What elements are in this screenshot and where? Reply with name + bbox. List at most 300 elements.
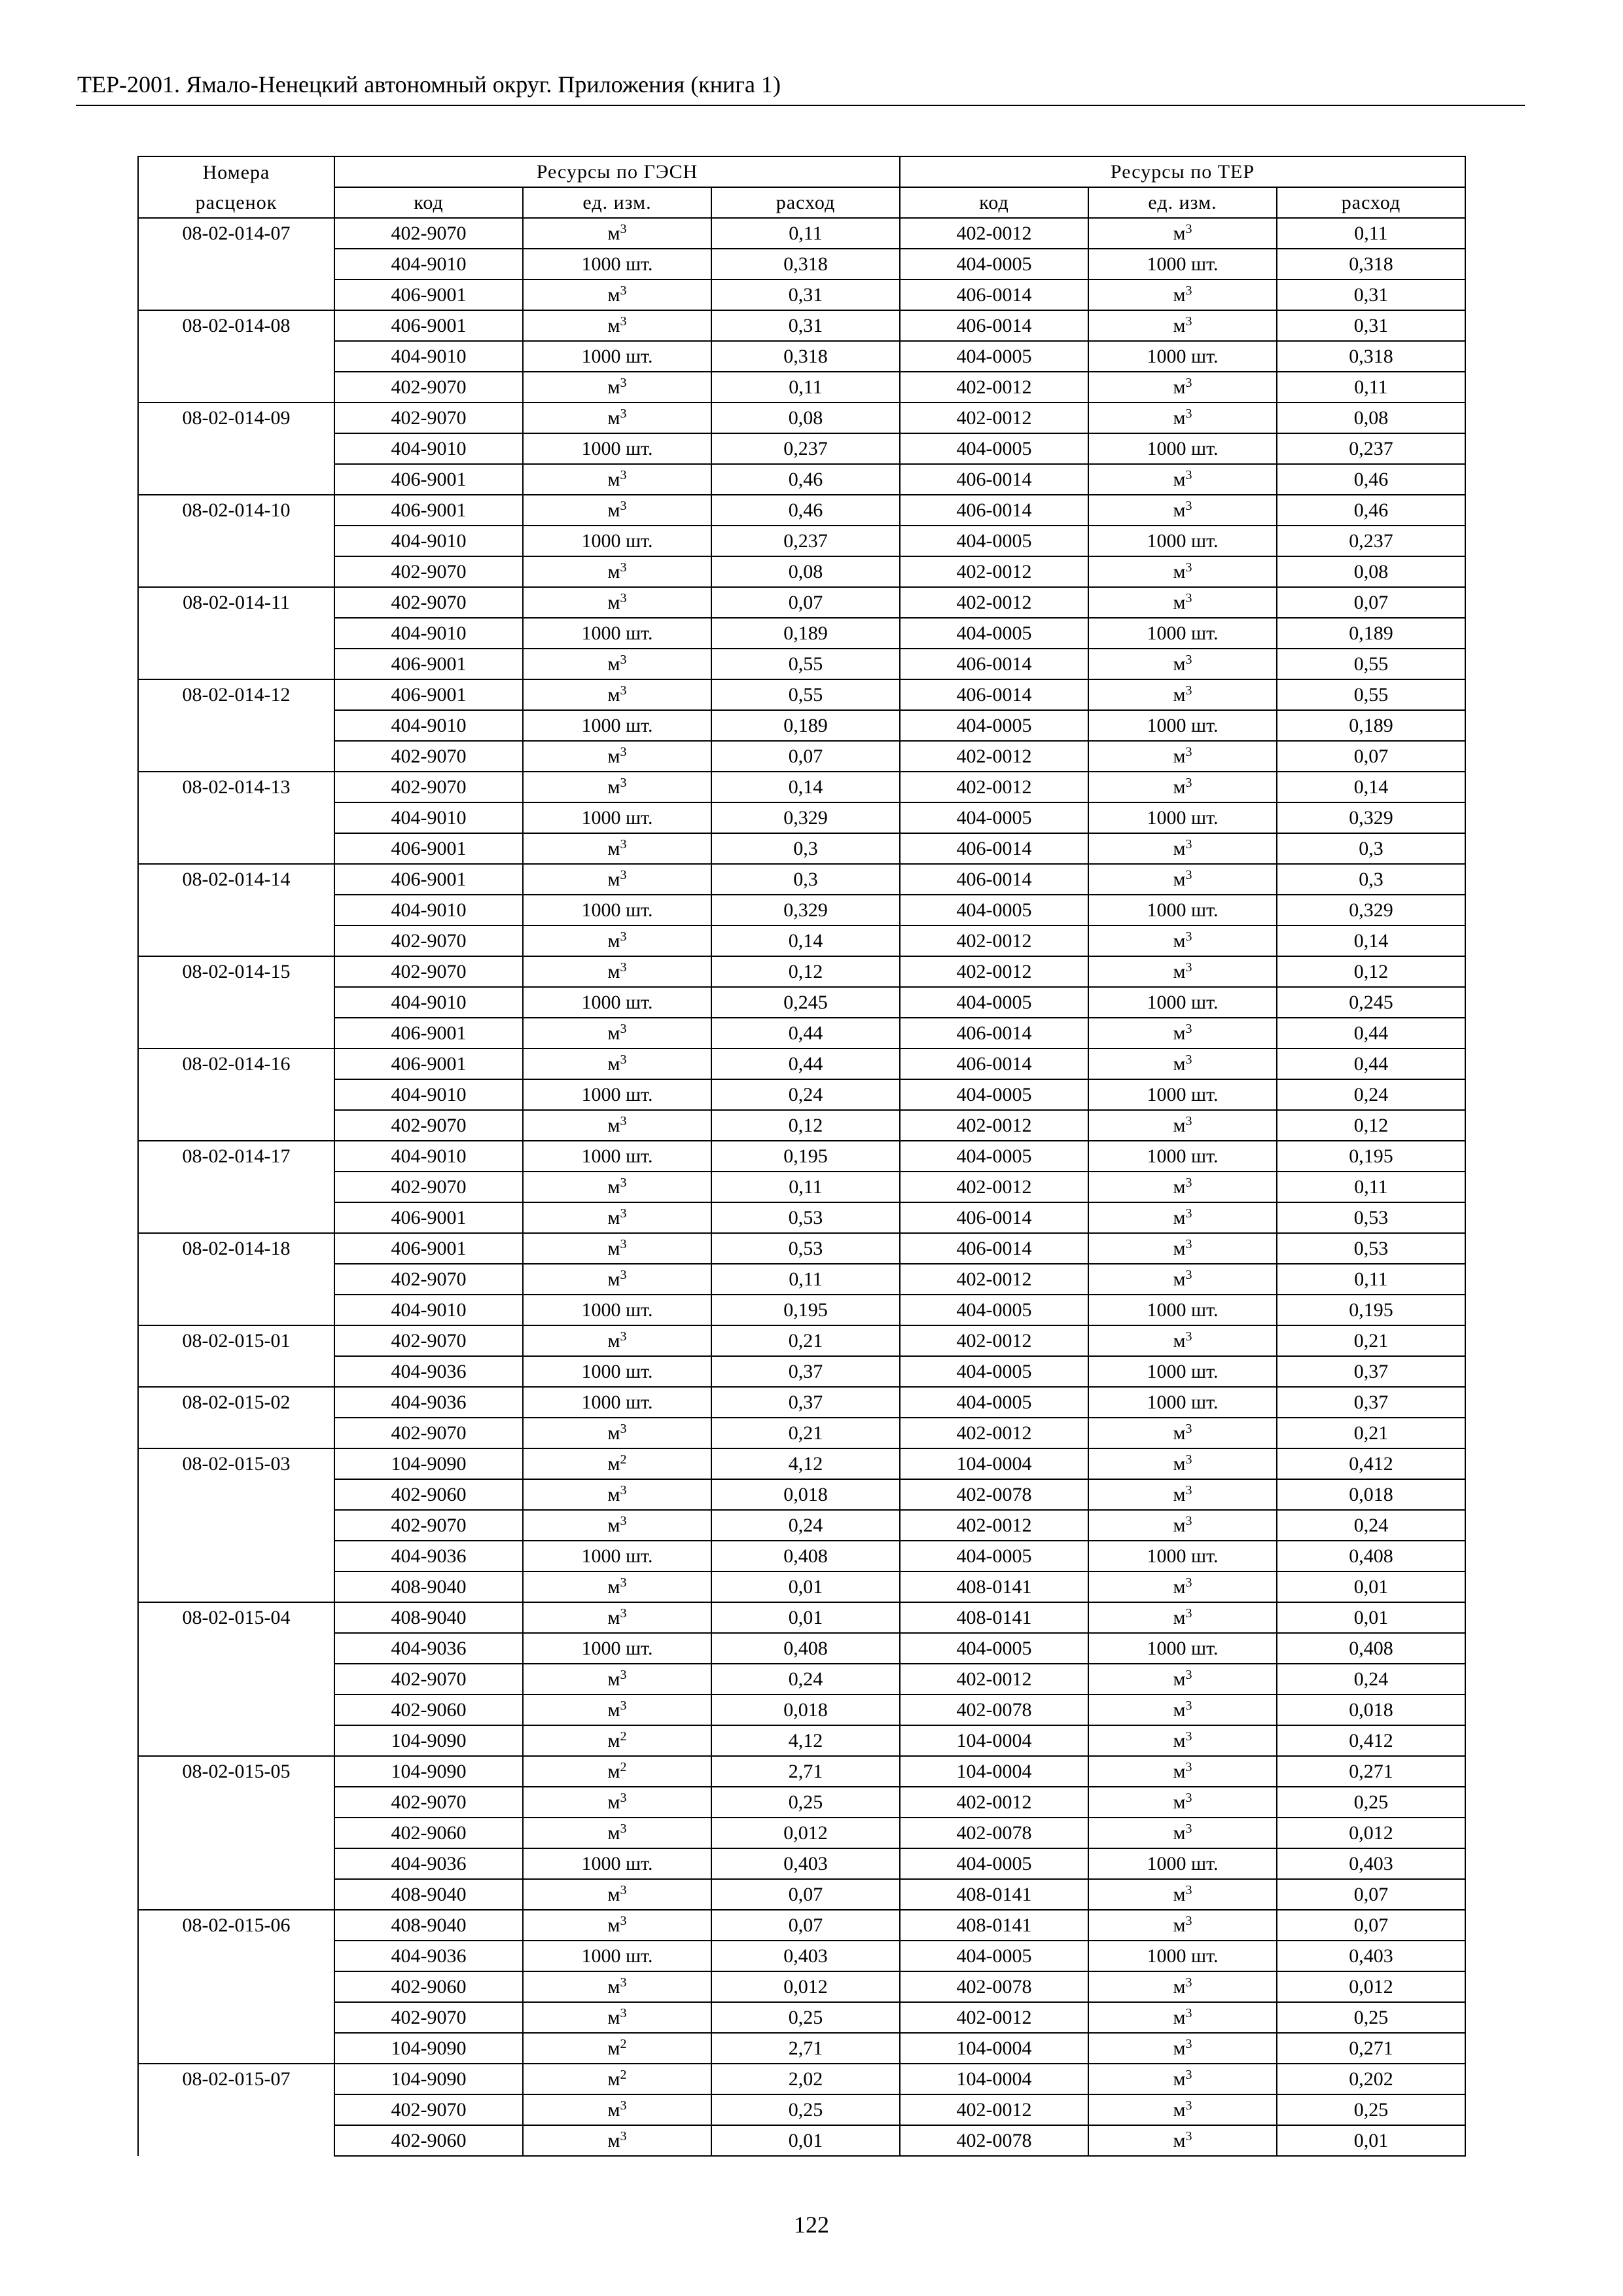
ter-consumption-cell: 0,01 (1277, 1571, 1465, 1602)
header-gesn-code: код (334, 187, 523, 218)
ter-consumption-cell: 0,11 (1277, 218, 1465, 249)
ter-consumption-cell: 0,318 (1277, 249, 1465, 279)
rate-number-cell (138, 2094, 334, 2125)
header-gesn-consumption: расход (711, 187, 900, 218)
ter-code-cell: 404-0005 (900, 1356, 1088, 1387)
ter-code-cell: 406-0014 (900, 649, 1088, 679)
gesn-code-cell: 402-9060 (334, 1695, 523, 1725)
ter-unit-cell: $м^3$ (1088, 403, 1277, 433)
gesn-code-cell: 402-9070 (334, 741, 523, 772)
ter-code-cell: 406-0014 (900, 1049, 1088, 1079)
ter-unit-cell: $м^3$ (1088, 372, 1277, 403)
gesn-code-cell: 404-9010 (334, 895, 523, 925)
gesn-consumption-cell: 2,71 (711, 2033, 900, 2064)
gesn-unit-cell: 1000 шт. (523, 1541, 711, 1571)
rate-number-cell: 08-02-014-12 (138, 679, 334, 710)
table-row (138, 895, 1465, 925)
gesn-unit-cell: $м^3$ (523, 495, 711, 526)
ter-unit-cell: $м^3$ (1088, 464, 1277, 495)
ter-consumption-cell: 0,31 (1277, 310, 1465, 341)
ter-consumption-cell: 0,195 (1277, 1141, 1465, 1172)
gesn-consumption-cell: 0,189 (711, 618, 900, 649)
gesn-unit-cell: $м^3$ (523, 1264, 711, 1295)
gesn-code-cell: 402-9070 (334, 556, 523, 587)
gesn-code-cell: 402-9070 (334, 2094, 523, 2125)
ter-code-cell: 402-0012 (900, 218, 1088, 249)
gesn-unit-cell: $м^3$ (523, 1818, 711, 1848)
gesn-consumption-cell: 0,01 (711, 2125, 900, 2156)
gesn-unit-cell: $м^3$ (523, 2094, 711, 2125)
gesn-unit-cell: 1000 шт. (523, 433, 711, 464)
rate-number-cell (138, 710, 334, 741)
ter-unit-cell: $м^3$ (1088, 1264, 1277, 1295)
gesn-unit-cell: $м^3$ (523, 2125, 711, 2156)
gesn-consumption-cell: 0,403 (711, 1941, 900, 1971)
gesn-unit-cell: $м^2$ (523, 1756, 711, 1787)
table-row (138, 1725, 1465, 1756)
rate-number-cell: 08-02-015-04 (138, 1602, 334, 1633)
ter-consumption-cell: 0,403 (1277, 1941, 1465, 1971)
gesn-code-cell: 406-9001 (334, 310, 523, 341)
gesn-consumption-cell: 0,018 (711, 1695, 900, 1725)
gesn-consumption-cell: 0,07 (711, 741, 900, 772)
rate-number-cell: 08-02-015-07 (138, 2064, 334, 2094)
rate-number-cell: 08-02-014-13 (138, 772, 334, 802)
ter-unit-cell: 1000 шт. (1088, 433, 1277, 464)
rate-number-cell (138, 1172, 334, 1202)
ter-code-cell: 404-0005 (900, 249, 1088, 279)
ter-code-cell: 404-0005 (900, 1848, 1088, 1879)
table-row (138, 710, 1465, 741)
rate-number-cell (138, 1879, 334, 1910)
table-row (138, 987, 1465, 1018)
gesn-consumption-cell: 0,01 (711, 1602, 900, 1633)
rate-number-cell (138, 1418, 334, 1448)
gesn-consumption-cell: 0,24 (711, 1510, 900, 1541)
gesn-unit-cell: 1000 шт. (523, 526, 711, 556)
gesn-unit-cell: $м^3$ (523, 1018, 711, 1049)
rate-number-cell (138, 649, 334, 679)
gesn-code-cell: 402-9070 (334, 403, 523, 433)
gesn-consumption-cell: 0,53 (711, 1202, 900, 1233)
rate-number-cell (138, 2002, 334, 2033)
table-row (138, 556, 1465, 587)
ter-code-cell: 402-0078 (900, 2125, 1088, 2156)
gesn-code-cell: 404-9010 (334, 1295, 523, 1325)
gesn-code-cell: 404-9010 (334, 987, 523, 1018)
ter-unit-cell: 1000 шт. (1088, 987, 1277, 1018)
ter-consumption-cell: 0,07 (1277, 741, 1465, 772)
ter-code-cell: 104-0004 (900, 1448, 1088, 1479)
gesn-unit-cell: $м^2$ (523, 1448, 711, 1479)
table-row (138, 1571, 1465, 1602)
gesn-code-cell: 104-9090 (334, 1725, 523, 1756)
gesn-unit-cell: $м^3$ (523, 741, 711, 772)
ter-consumption-cell: 0,408 (1277, 1633, 1465, 1664)
ter-unit-cell: $м^3$ (1088, 1202, 1277, 1233)
ter-unit-cell: $м^3$ (1088, 556, 1277, 587)
gesn-code-cell: 404-9036 (334, 1387, 523, 1418)
ter-unit-cell: $м^3$ (1088, 1695, 1277, 1725)
gesn-unit-cell: $м^3$ (523, 1479, 711, 1510)
ter-consumption-cell: 0,189 (1277, 710, 1465, 741)
gesn-unit-cell: 1000 шт. (523, 802, 711, 833)
gesn-unit-cell: $м^3$ (523, 1233, 711, 1264)
ter-unit-cell: 1000 шт. (1088, 895, 1277, 925)
gesn-consumption-cell: 0,55 (711, 649, 900, 679)
rate-number-cell (138, 1510, 334, 1541)
ter-consumption-cell: 0,14 (1277, 772, 1465, 802)
gesn-consumption-cell: 0,018 (711, 1479, 900, 1510)
gesn-consumption-cell: 0,14 (711, 772, 900, 802)
table-row (138, 741, 1465, 772)
ter-consumption-cell: 0,018 (1277, 1479, 1465, 1510)
table-row (138, 1202, 1465, 1233)
ter-consumption-cell: 0,07 (1277, 587, 1465, 618)
gesn-consumption-cell: 0,12 (711, 1110, 900, 1141)
ter-unit-cell: 1000 шт. (1088, 1633, 1277, 1664)
ter-unit-cell: 1000 шт. (1088, 1541, 1277, 1571)
rate-number-cell: 08-02-014-10 (138, 495, 334, 526)
ter-code-cell: 402-0012 (900, 1418, 1088, 1448)
ter-consumption-cell: 0,202 (1277, 2064, 1465, 2094)
rate-number-cell (138, 1695, 334, 1725)
gesn-code-cell: 404-9010 (334, 1079, 523, 1110)
table-row (138, 1910, 1465, 1941)
gesn-consumption-cell: 0,3 (711, 864, 900, 895)
table-row (138, 1049, 1465, 1079)
ter-code-cell: 404-0005 (900, 987, 1088, 1018)
rate-number-cell (138, 433, 334, 464)
ter-code-cell: 402-0012 (900, 1787, 1088, 1818)
ter-code-cell: 104-0004 (900, 2064, 1088, 2094)
ter-unit-cell: $м^3$ (1088, 279, 1277, 310)
gesn-unit-cell: $м^3$ (523, 310, 711, 341)
table-row (138, 1633, 1465, 1664)
ter-code-cell: 402-0012 (900, 772, 1088, 802)
table-row (138, 618, 1465, 649)
table-row (138, 1541, 1465, 1571)
ter-unit-cell: $м^3$ (1088, 218, 1277, 249)
gesn-consumption-cell: 0,21 (711, 1325, 900, 1356)
ter-code-cell: 402-0012 (900, 925, 1088, 956)
table-row (138, 1325, 1465, 1356)
rate-number-cell (138, 1356, 334, 1387)
ter-unit-cell: $м^3$ (1088, 2125, 1277, 2156)
gesn-consumption-cell: 0,25 (711, 2094, 900, 2125)
rate-number-cell (138, 1295, 334, 1325)
ter-code-cell: 404-0005 (900, 1079, 1088, 1110)
ter-consumption-cell: 0,11 (1277, 372, 1465, 403)
ter-code-cell: 404-0005 (900, 1387, 1088, 1418)
ter-unit-cell: $м^3$ (1088, 1049, 1277, 1079)
ter-code-cell: 402-0012 (900, 1664, 1088, 1695)
ter-code-cell: 402-0012 (900, 1264, 1088, 1295)
header-col-rates-line1: Номера (138, 156, 334, 187)
ter-code-cell: 104-0004 (900, 2033, 1088, 2064)
rate-number-cell (138, 372, 334, 403)
ter-consumption-cell: 0,012 (1277, 1971, 1465, 2002)
ter-unit-cell: $м^3$ (1088, 1172, 1277, 1202)
ter-consumption-cell: 0,24 (1277, 1510, 1465, 1541)
header-rule (76, 105, 1525, 106)
gesn-consumption-cell: 0,07 (711, 1910, 900, 1941)
ter-code-cell: 402-0012 (900, 556, 1088, 587)
ter-unit-cell: $м^3$ (1088, 1971, 1277, 2002)
gesn-code-cell: 402-9070 (334, 1110, 523, 1141)
rate-number-cell: 08-02-014-07 (138, 218, 334, 249)
ter-code-cell: 406-0014 (900, 310, 1088, 341)
ter-consumption-cell: 0,44 (1277, 1018, 1465, 1049)
gesn-code-cell: 402-9070 (334, 587, 523, 618)
gesn-code-cell: 406-9001 (334, 649, 523, 679)
ter-consumption-cell: 0,271 (1277, 1756, 1465, 1787)
ter-code-cell: 402-0078 (900, 1971, 1088, 2002)
gesn-code-cell: 402-9070 (334, 1787, 523, 1818)
rate-number-cell (138, 618, 334, 649)
rate-number-cell (138, 341, 334, 372)
page-header-title: ТЕР-2001. Ямало-Ненецкий автономный округ. Приложения (книга 1) (77, 71, 781, 98)
table-row (138, 925, 1465, 956)
rate-number-cell (138, 1479, 334, 1510)
gesn-code-cell: 404-9010 (334, 802, 523, 833)
gesn-code-cell: 406-9001 (334, 1018, 523, 1049)
ter-consumption-cell: 0,44 (1277, 1049, 1465, 1079)
table-row (138, 1756, 1465, 1787)
rate-number-cell: 08-02-015-01 (138, 1325, 334, 1356)
gesn-unit-cell: 1000 шт. (523, 1941, 711, 1971)
rate-number-cell (138, 2033, 334, 2064)
ter-consumption-cell: 0,55 (1277, 649, 1465, 679)
rate-number-cell (138, 1202, 334, 1233)
ter-unit-cell: 1000 шт. (1088, 1387, 1277, 1418)
gesn-code-cell: 104-9090 (334, 2064, 523, 2094)
ter-code-cell: 402-0012 (900, 1172, 1088, 1202)
ter-unit-cell: $м^3$ (1088, 1479, 1277, 1510)
rate-number-cell: 08-02-015-06 (138, 1910, 334, 1941)
ter-consumption-cell: 0,11 (1277, 1172, 1465, 1202)
ter-consumption-cell: 0,11 (1277, 1264, 1465, 1295)
ter-unit-cell: $м^3$ (1088, 1787, 1277, 1818)
table-row (138, 1356, 1465, 1387)
table-row (138, 1602, 1465, 1633)
ter-unit-cell: $м^3$ (1088, 2094, 1277, 2125)
page-number: 122 (794, 2212, 829, 2238)
rate-number-cell (138, 1818, 334, 1848)
ter-code-cell: 402-0012 (900, 372, 1088, 403)
gesn-consumption-cell: 0,012 (711, 1818, 900, 1848)
gesn-unit-cell: $м^2$ (523, 2033, 711, 2064)
ter-code-cell: 104-0004 (900, 1756, 1088, 1787)
gesn-code-cell: 404-9036 (334, 1356, 523, 1387)
gesn-unit-cell: $м^3$ (523, 403, 711, 433)
gesn-unit-cell: 1000 шт. (523, 1141, 711, 1172)
rate-number-cell (138, 1941, 334, 1971)
ter-code-cell: 402-0012 (900, 403, 1088, 433)
ter-consumption-cell: 0,408 (1277, 1541, 1465, 1571)
ter-code-cell: 404-0005 (900, 1541, 1088, 1571)
ter-code-cell: 406-0014 (900, 464, 1088, 495)
ter-code-cell: 404-0005 (900, 341, 1088, 372)
rate-number-cell (138, 1664, 334, 1695)
gesn-consumption-cell: 0,24 (711, 1079, 900, 1110)
gesn-code-cell: 404-9036 (334, 1633, 523, 1664)
ter-consumption-cell: 0,12 (1277, 956, 1465, 987)
table-row (138, 310, 1465, 341)
ter-consumption-cell: 0,24 (1277, 1664, 1465, 1695)
gesn-consumption-cell: 0,31 (711, 310, 900, 341)
gesn-unit-cell: $м^3$ (523, 464, 711, 495)
table-row (138, 587, 1465, 618)
table-row (138, 1448, 1465, 1479)
ter-unit-cell: $м^3$ (1088, 1664, 1277, 1695)
gesn-consumption-cell: 2,02 (711, 2064, 900, 2094)
ter-unit-cell: 1000 шт. (1088, 1079, 1277, 1110)
gesn-code-cell: 402-9070 (334, 956, 523, 987)
gesn-unit-cell: $м^3$ (523, 1879, 711, 1910)
rate-number-cell (138, 1541, 334, 1571)
gesn-consumption-cell: 4,12 (711, 1725, 900, 1756)
table-row (138, 526, 1465, 556)
gesn-unit-cell: 1000 шт. (523, 341, 711, 372)
ter-consumption-cell: 0,31 (1277, 279, 1465, 310)
rate-number-cell (138, 1110, 334, 1141)
table-row (138, 1295, 1465, 1325)
ter-unit-cell: $м^3$ (1088, 1418, 1277, 1448)
gesn-unit-cell: 1000 шт. (523, 1356, 711, 1387)
ter-unit-cell: 1000 шт. (1088, 802, 1277, 833)
ter-unit-cell: $м^3$ (1088, 925, 1277, 956)
ter-consumption-cell: 0,24 (1277, 1079, 1465, 1110)
gesn-unit-cell: $м^3$ (523, 772, 711, 802)
ter-code-cell: 402-0078 (900, 1695, 1088, 1725)
ter-code-cell: 402-0078 (900, 1479, 1088, 1510)
ter-consumption-cell: 0,37 (1277, 1356, 1465, 1387)
gesn-code-cell: 402-9070 (334, 1264, 523, 1295)
ter-code-cell: 406-0014 (900, 864, 1088, 895)
gesn-consumption-cell: 0,11 (711, 1172, 900, 1202)
ter-unit-cell: $м^3$ (1088, 1448, 1277, 1479)
ter-unit-cell: $м^3$ (1088, 587, 1277, 618)
table-row (138, 956, 1465, 987)
ter-consumption-cell: 0,25 (1277, 2002, 1465, 2033)
ter-consumption-cell: 0,07 (1277, 1879, 1465, 1910)
gesn-code-cell: 402-9060 (334, 2125, 523, 2156)
gesn-consumption-cell: 0,403 (711, 1848, 900, 1879)
ter-consumption-cell: 0,318 (1277, 341, 1465, 372)
gesn-unit-cell: $м^3$ (523, 1787, 711, 1818)
gesn-unit-cell: $м^3$ (523, 1510, 711, 1541)
gesn-code-cell: 104-9090 (334, 1756, 523, 1787)
table-body (138, 218, 1465, 2156)
gesn-consumption-cell: 0,318 (711, 341, 900, 372)
ter-unit-cell: 1000 шт. (1088, 618, 1277, 649)
table-row (138, 1079, 1465, 1110)
ter-consumption-cell: 0,08 (1277, 556, 1465, 587)
table-row (138, 464, 1465, 495)
ter-code-cell: 402-0012 (900, 1110, 1088, 1141)
gesn-unit-cell: 1000 шт. (523, 618, 711, 649)
gesn-consumption-cell: 0,53 (711, 1233, 900, 1264)
gesn-consumption-cell: 0,12 (711, 956, 900, 987)
ter-unit-cell: 1000 шт. (1088, 1941, 1277, 1971)
table-row (138, 1941, 1465, 1971)
ter-unit-cell: 1000 шт. (1088, 1848, 1277, 1879)
gesn-code-cell: 406-9001 (334, 279, 523, 310)
table-row (138, 2125, 1465, 2156)
gesn-unit-cell: $м^3$ (523, 1971, 711, 2002)
rate-number-cell: 08-02-015-05 (138, 1756, 334, 1787)
gesn-unit-cell: $м^3$ (523, 1172, 711, 1202)
gesn-code-cell: 104-9090 (334, 1448, 523, 1479)
gesn-code-cell: 408-9040 (334, 1879, 523, 1910)
ter-code-cell: 402-0078 (900, 1818, 1088, 1848)
rate-number-cell: 08-02-014-18 (138, 1233, 334, 1264)
gesn-consumption-cell: 0,3 (711, 833, 900, 864)
rate-number-cell (138, 1848, 334, 1879)
gesn-consumption-cell: 0,11 (711, 1264, 900, 1295)
rate-number-cell: 08-02-014-16 (138, 1049, 334, 1079)
table-row (138, 1664, 1465, 1695)
table-row (138, 1879, 1465, 1910)
rate-number-cell (138, 526, 334, 556)
ter-code-cell: 404-0005 (900, 618, 1088, 649)
gesn-consumption-cell: 0,08 (711, 403, 900, 433)
rate-number-cell: 08-02-014-17 (138, 1141, 334, 1172)
table-row (138, 1971, 1465, 2002)
gesn-unit-cell: $м^3$ (523, 1325, 711, 1356)
gesn-code-cell: 404-9010 (334, 1141, 523, 1172)
ter-unit-cell: $м^3$ (1088, 1110, 1277, 1141)
table-row (138, 2002, 1465, 2033)
ter-consumption-cell: 0,01 (1277, 2125, 1465, 2156)
rate-number-cell (138, 2125, 334, 2156)
ter-consumption-cell: 0,329 (1277, 802, 1465, 833)
table-row (138, 2094, 1465, 2125)
gesn-code-cell: 402-9070 (334, 925, 523, 956)
gesn-code-cell: 404-9010 (334, 433, 523, 464)
ter-code-cell: 406-0014 (900, 1233, 1088, 1264)
gesn-consumption-cell: 0,408 (711, 1541, 900, 1571)
gesn-consumption-cell: 0,37 (711, 1387, 900, 1418)
gesn-unit-cell: $м^3$ (523, 649, 711, 679)
ter-code-cell: 408-0141 (900, 1879, 1088, 1910)
ter-unit-cell: $м^3$ (1088, 956, 1277, 987)
ter-consumption-cell: 0,412 (1277, 1725, 1465, 1756)
ter-unit-cell: 1000 шт. (1088, 1295, 1277, 1325)
gesn-code-cell: 404-9036 (334, 1848, 523, 1879)
gesn-unit-cell: $м^3$ (523, 218, 711, 249)
gesn-code-cell: 408-9040 (334, 1910, 523, 1941)
gesn-consumption-cell: 0,21 (711, 1418, 900, 1448)
gesn-consumption-cell: 0,46 (711, 464, 900, 495)
rate-number-cell (138, 1725, 334, 1756)
ter-code-cell: 406-0014 (900, 279, 1088, 310)
table-row (138, 341, 1465, 372)
gesn-code-cell: 402-9070 (334, 1418, 523, 1448)
ter-unit-cell: 1000 шт. (1088, 1141, 1277, 1172)
ter-consumption-cell: 0,329 (1277, 895, 1465, 925)
header-ter-resources: Ресурсы по ТЕР (900, 156, 1465, 187)
table-row (138, 433, 1465, 464)
gesn-unit-cell: 1000 шт. (523, 249, 711, 279)
gesn-consumption-cell: 0,408 (711, 1633, 900, 1664)
table-row (138, 1418, 1465, 1448)
ter-code-cell: 402-0012 (900, 741, 1088, 772)
ter-code-cell: 404-0005 (900, 1633, 1088, 1664)
ter-code-cell: 104-0004 (900, 1725, 1088, 1756)
ter-unit-cell: 1000 шт. (1088, 710, 1277, 741)
